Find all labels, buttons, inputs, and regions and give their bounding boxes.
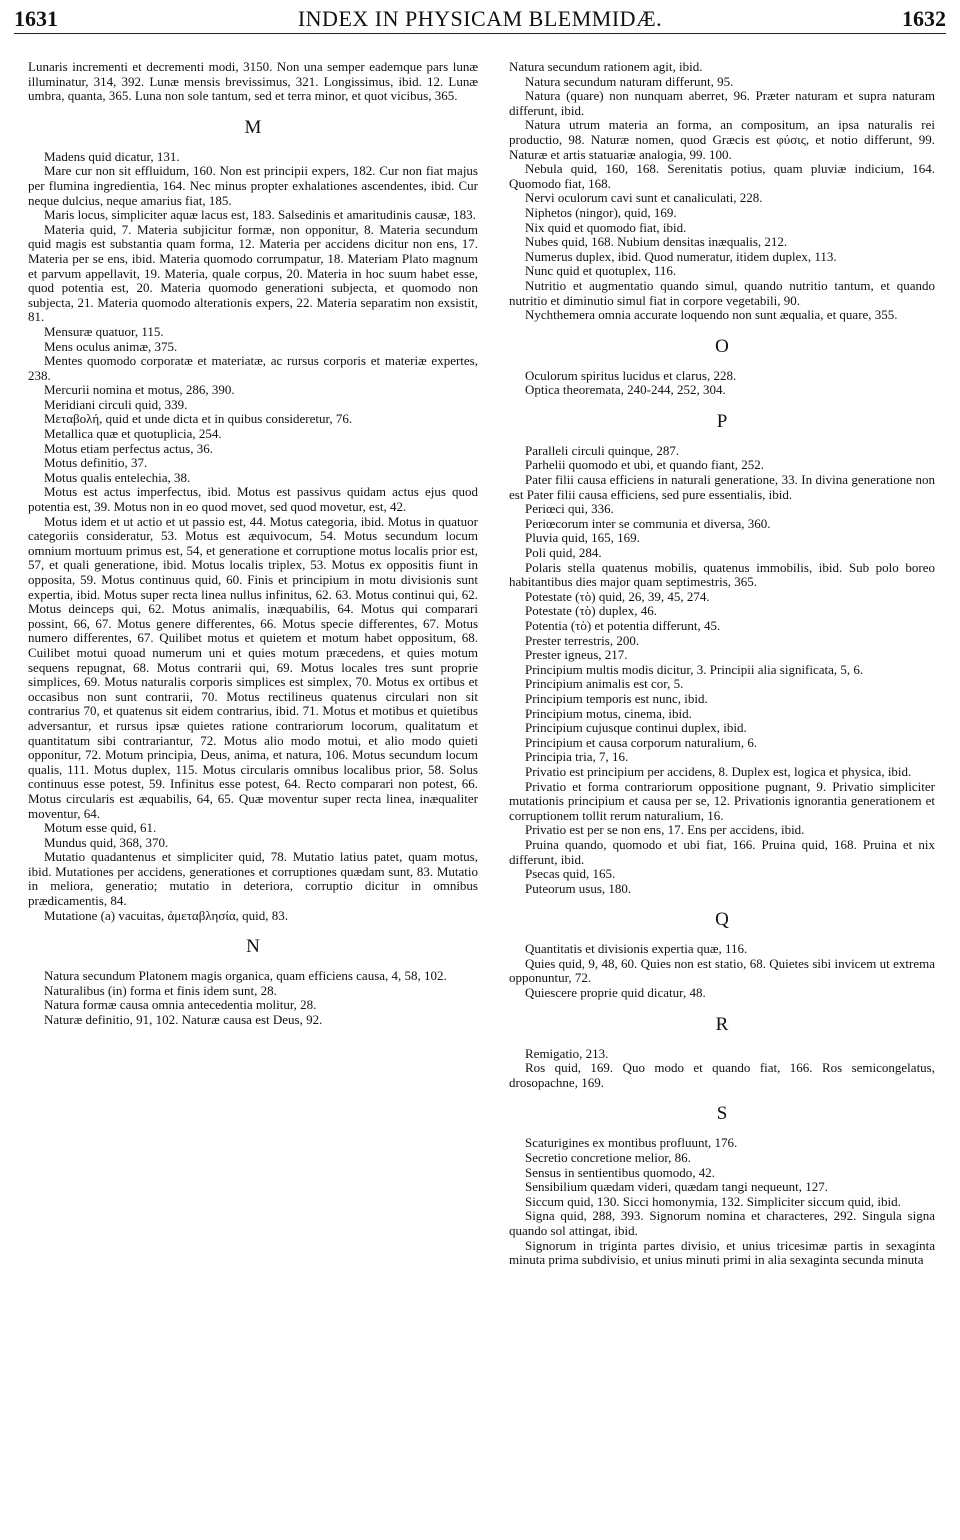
index-entry: Nutritio et augmentatio quando simul, quando nutritio tantum, et quando nutritio et diminutio simul fiat in corpore vegetabili, 90.	[509, 277, 935, 308]
section-letter: P	[716, 410, 728, 432]
index-entry: Periœci qui, 336.	[525, 501, 614, 517]
index-entry: Remigatio, 213.	[525, 1045, 609, 1061]
index-entry: Meridiani circuli quid, 339.	[44, 396, 188, 412]
index-entry: Mensuræ quatuor, 115.	[44, 323, 164, 339]
index-entry: Siccum quid, 130. Sicci homonymia, 132. Simpliciter siccum quid, ibid.	[525, 1193, 901, 1209]
index-entry: Quantitatis et divisionis expertia quæ, 116.	[525, 941, 748, 957]
index-entry: Potentia (τὸ) et potentia differunt, 45.	[525, 618, 721, 633]
index-entry: Polaris stella quatenus mobilis, quatenus immobilis, ibid. Sub polo boreo habitantibus dies major quam septimestris, 365.	[509, 559, 935, 590]
index-entry: Mare cur non sit effluidum, 160. Non est principii expers, 182. Cur non fiat majus per flumina ingredientia, 164. Nec minus propter exhalationes ascendentes, ibid. Cur neque dulcius, neque amarius fiat, 185.	[28, 163, 478, 208]
index-entry: Parhelii quomodo et ubi, et quando fiant, 252.	[525, 457, 765, 473]
index-entry: Motus est actus imperfectus, ibid. Motus est passivus quidam actus ejus quod potentia est, 39. Motus non in eo quod movet, sed quod movetur, est, 42.	[28, 484, 478, 515]
index-entry: Motum esse quid, 61.	[44, 820, 157, 836]
index-entry: Pater filii causa efficiens in naturali generatione, 33. In divina generatione non est Pater filii causa efficiens, sed pure essentialis, ibid.	[509, 472, 935, 502]
index-entry: Privatio est principium per accidens, 8. Duplex est, logica et physica, ibid.	[525, 763, 912, 779]
index-entry: Maris locus, simpliciter aquæ lacus est, 183. Salsedinis et amaritudinis causæ, 183.	[44, 207, 476, 223]
index-entry: Materia quid, 7. Materia subjicitur formæ, non opponitur, 8. Materia secundum quid magis est substantia quam forma, 12. Materia per accidens dicitur non ens, 17. Materia per se ens, ibid. Materia quomodo corrumpatur, 18. Materiam Plato magnum et parvum appellavit, 19. Materia, quale corpus, 20. Materia in hoc suum habet esse, quod potentia est, 20. Materia quomodo generationi subjecta, et quomodo non subjecta, 21. Materia quomodo alterationis expers, 22. Materia separatim non exsistit, 81.	[28, 221, 478, 325]
page-number-right: 1632	[902, 6, 946, 31]
index-entry: Secretio concretione melior, 86.	[525, 1150, 691, 1166]
section-letter: R	[715, 1013, 729, 1035]
index-entry: Natura secundum Platonem magis organica, quam efficiens causa, 4, 58, 102.	[44, 968, 447, 984]
index-entry: Μεταβολή, quid et unde dicta et in quibus consideretur, 76.	[44, 411, 353, 427]
index-entry: Niphetos (ningor), quid, 169.	[525, 204, 677, 220]
index-entry: Mercurii nomina et motus, 286, 390.	[44, 382, 235, 398]
index-entry: Scaturigines ex montibus profluunt, 176.	[525, 1135, 738, 1151]
index-entry: Mentes quomodo corporatæ et materiatæ, ac rursus corporis et materiæ expertes, 238.	[28, 353, 478, 383]
index-entry: Quies quid, 9, 48, 60. Quies non est statio, 68. Quietes sibi invicem ut extrema opponuntur, 72.	[509, 955, 935, 986]
section-letter: Q	[715, 909, 729, 931]
index-entry: Nebula quid, 160, 168. Serenitatis potius, quam pluviæ indicium, 164. Quomodo fiat, 168.	[509, 161, 935, 191]
index-entry: Natura secundum rationem agit, ibid.	[509, 59, 703, 74]
index-entry: Puteorum usus, 180.	[525, 880, 632, 896]
index-entry: Lunaris incrementi et decrementi modi, 3150. Non una semper eademque pars lunæ illuminatur, 314, 392. Lunæ mensis brevissimus, 321. Longissimus, ibid. 12. Lunæ umbra, quanta, 365. Luna non sole tantum, sed et terra minor, et quot vicibus, 365.	[28, 59, 478, 104]
index-entry: Potestate (τὸ) duplex, 46.	[525, 603, 657, 619]
index-entry: Pluvia quid, 165, 169.	[525, 530, 640, 546]
section-letter: M	[244, 116, 262, 138]
right-column	[509, 60, 935, 1268]
index-entry: Motus etiam perfectus actus, 36.	[44, 440, 213, 456]
index-entry: Paralleli circuli quinque, 287.	[525, 442, 680, 458]
section-letter: O	[715, 335, 729, 357]
index-entry: Naturalibus (in) forma et finis idem sunt, 28.	[44, 982, 277, 998]
index-entry: Nunc quid et quotuplex, 116.	[525, 263, 677, 279]
index-entry: Prester igneus, 217.	[525, 647, 628, 663]
index-entry: Pruina quando, quomodo et ubi fiat, 166. Pruina quid, 168. Pruina et nix differunt, ibid.	[509, 836, 935, 867]
index-entry: Principia tria, 7, 16.	[525, 749, 629, 765]
index-entry: Principium motus, cinema, ibid.	[525, 705, 692, 721]
index-entry: Optica theoremata, 240-244, 252, 304.	[525, 382, 726, 398]
index-entry: Motus definitio, 37.	[44, 455, 148, 471]
index-entry: Mutatio quadantenus et simpliciter quid, 78. Mutatio latius patet, quam motus, ibid. Mutationes per accidens, generationes et corruptiones quædam sunt, 83. Mutatio in meliora, generatio; mutatio in deteriora, corruptio dicitur in omnibus prædicamentis, 84.	[28, 849, 478, 909]
index-entry: Prester terrestris, 200.	[525, 632, 640, 648]
index-entry: Signorum in triginta partes divisio, et unius tricesimæ partis in sexaginta minuta prima subdivisio, et unius minuti primi in alia sexaginta secunda minuta	[509, 1237, 935, 1268]
index-entry: Nychthemera omnia accurate loquendo non sunt æqualia, et quare, 355.	[525, 307, 898, 323]
index-entry: Quiescere proprie quid dicatur, 48.	[525, 985, 706, 1001]
index-entry: Principium et causa corporum naturalium, 6.	[525, 734, 758, 750]
section-letter: S	[716, 1103, 728, 1125]
index-entry: Potestate (τὸ) quid, 26, 39, 45, 274.	[525, 588, 710, 604]
index-entry: Sensus in sentientibus quomodo, 42.	[525, 1164, 715, 1180]
index-entry: Periœcorum inter se communia et diversa, 360.	[525, 515, 771, 531]
index-entry: Privatio et forma contrariorum oppositione pugnant, 9. Privatio simpliciter mutationis principium et causa per se, 12. Privationis ignorantia generationem et corruptionem tollit rerum naturalium, 16.	[509, 778, 935, 823]
index-entry: Metallica quæ et quotuplicia, 254.	[44, 426, 222, 442]
index-entry: Ros quid, 169. Quo modo et quando fiat, 166. Ros semicongelatus, drosopachne, 169.	[509, 1060, 935, 1090]
index-entry: Nubes quid, 168. Nubium densitas inæqualis, 212.	[525, 234, 788, 250]
index-entry: Principium multis modis dicitur, 3. Principii alia significata, 5, 6.	[525, 661, 864, 677]
index-entry: Mens oculus animæ, 375.	[44, 338, 178, 354]
page-header	[0, 0, 960, 48]
index-entry: Madens quid dicatur, 131.	[44, 148, 180, 164]
index-entry: Nix quid et quomodo fiat, ibid.	[525, 219, 687, 235]
header-rule	[14, 33, 946, 34]
index-entry: Privatio est per se non ens, 17. Ens per accidens, ibid.	[525, 822, 805, 838]
index-entry: Mutatione (a) vacuitas, ἀμεταβλησία, quid, 83.	[44, 907, 289, 923]
index-entry: Natura secundum naturam differunt, 95.	[525, 73, 734, 89]
index-entry: Principium temporis est nunc, ibid.	[525, 690, 708, 706]
page-number-left: 1631	[14, 6, 58, 31]
index-entry: Numerus duplex, ibid. Quod numeratur, itidem duplex, 113.	[525, 248, 837, 264]
index-entry: Motus qualis entelechia, 38.	[44, 469, 191, 485]
index-entry: Principium animalis est cor, 5.	[525, 676, 684, 692]
index-entry: Poli quid, 284.	[525, 545, 602, 561]
section-letter: N	[246, 936, 260, 958]
index-entry: Signa quid, 288, 393. Signorum nomina et characteres, 292. Singula signa quando sol attingat, ibid.	[509, 1208, 935, 1238]
index-entry: Natura formæ causa omnia antecedentia molitur, 28.	[44, 997, 317, 1013]
index-entry: Natura utrum materia an forma, an compositum, an ipsa naturalis rei productio, 98. Naturæ nomen, quod Græcis est φύσις, et notio differunt, 99. Naturæ et artis statuariæ analogia, 99. 100.	[509, 117, 935, 162]
index-entry: Nervi oculorum cavi sunt et canaliculati, 228.	[525, 190, 763, 206]
index-entry: Motus idem et ut actio et ut passio est, 44. Motus categoria, ibid. Motus in quatuor categoriis consideratur, 53. Motus est æquivocum, 54. Motus secundum locum omnium mortuum primus est, 54, et generatione et corruptione motus localis prior est, 57, et quali generatione, ibid. Motus localis triplex, 53. Motus ex oppositis fiunt in opposita, 59. Motus continuus quid, 60. Finis et principium in motu divisionis sunt expertia, ibid. Motus super recta linea nullus infinitus, 62. 63. Motus continui qui, 62. Motus deinceps qui, 62. Motus animalis, inæquabilis, 64. Motus qui comparari possint, 66, 67. Motus genere differentes, 66. Motus specie differentes, 67. Motus numero differentes, 67. Quilibet motus et quietem et motum habet oppositum, 68. Cuilibet motui quoad numerum uni et quies motum præcedens, et quies motum sequens repugnat, 68. Motus contrarii qui, 69. Motus locales tres sunt proprie simplices, 69. Motus naturalis corporis simplices est simplex, 70. Motus ex ortibus et occasibus non sunt contrarii, 70. Motus rectilineus quatenus circulari non sit contrarius 70, et quatenus sit eidem contrarius, ibid. 71. Motus et motibus et quietibus adversantur, et rursus ipsæ quietes ratione contrariorum locorum, qualitatum et quantitatum sibi contrariantur, 72. Motus alio modo motui, et alio modo quieti opponitur, 72. Motum principia, Deus, anima, et natura, 106. Motus secundum locum qualis, 111. Motus duplex, 115. Motus circularis omnibus localibus prior, 58. Solus continuus esse potest, 59. Infinitus esse potest, 64. Recto comparari non potest, 66. Motus circularis est æquabilis, 64, 65. Quæ moventur super recta linea, inæqualiter moventur, 64.	[28, 513, 478, 821]
left-column	[28, 60, 478, 1028]
index-entry: Mundus quid, 368, 370.	[44, 834, 169, 850]
index-entry: Natura (quare) non nunquam aberret, 96. Præter naturam et supra naturam differunt, ibid.	[509, 88, 935, 118]
index-entry: Psecas quid, 165.	[525, 866, 616, 882]
index-entry: Naturæ definitio, 91, 102. Naturæ causa est Deus, 92.	[44, 1012, 323, 1028]
index-entry: Oculorum spiritus lucidus et clarus, 228.	[525, 367, 737, 383]
index-entry: Sensibilium quædam videri, quædam tangi nequeunt, 127.	[525, 1179, 828, 1195]
index-entry: Principium cujusque continui duplex, ibid.	[525, 720, 747, 736]
page-title: INDEX IN PHYSICAM BLEMMIDÆ.	[297, 6, 663, 31]
